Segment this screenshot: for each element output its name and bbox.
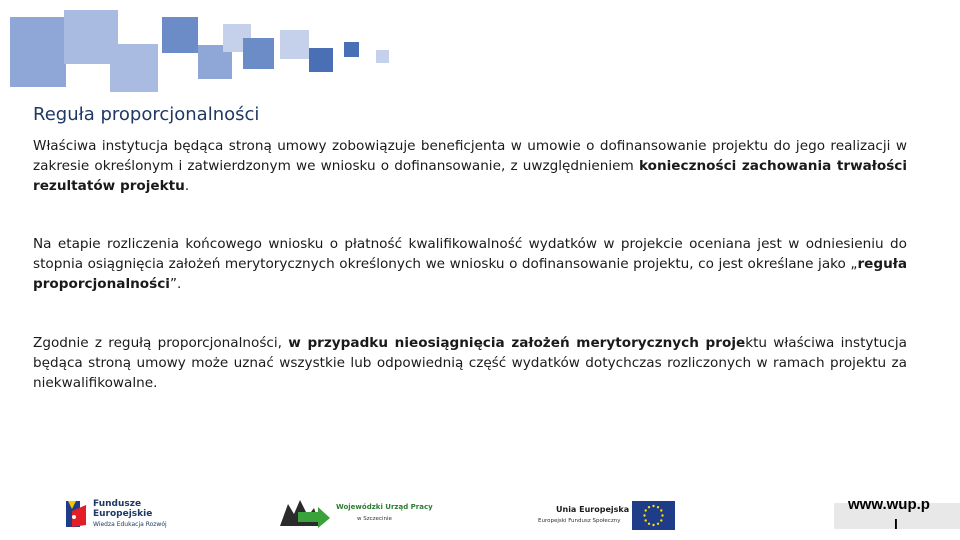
- fe-logo-title: Fundusze Europejskie: [93, 499, 153, 519]
- website-url-tail[interactable]: l: [894, 516, 898, 532]
- paragraph-2-text: Na etapie rozliczenia końcowego wniosku o płatność kwalifikowalność wydatków w projekcie oceniana jest w odniesieniu do stopnia osiągnięcia założeń merytorycznych określonych we wniosku o dofinansowanie projektu, co jest określane jako „: [33, 236, 907, 272]
- paragraph-3: [33, 333, 907, 393]
- paragraph-1-text: Właściwa instytucja będąca stroną umowy zobowiązuje beneficjenta w umowie o dofinansowanie projektu do jego realizacji w zakresie określonym i zatwierdzonym we wniosku o dofinansowanie, z uwzględnieniem: [33, 138, 907, 174]
- paragraph-3-emphasis: w przypadku nieosiągnięcia założeń merytorycznych proje: [288, 335, 746, 351]
- website-url[interactable]: www.wup.p: [848, 496, 930, 513]
- deco-square: [309, 48, 333, 72]
- deco-square: [344, 42, 359, 57]
- deco-square: [162, 17, 198, 53]
- deco-square: [280, 30, 309, 59]
- paragraph-3-end: ktu właściwa instytucja będąca stroną umowy może uznać wszystkie lub odpowiednią część wydatków dotychczas rozliczonych w ramach projektu za niekwalifikowalne.: [33, 335, 907, 391]
- eu-flag-icon: [632, 501, 675, 530]
- wup-logo-icon: [280, 498, 332, 528]
- deco-square: [10, 17, 66, 87]
- paragraph-1-emphasis: konieczności zachowania trwałości rezultatów projektu: [33, 158, 907, 194]
- ue-logo-subtitle: Europejski Fundusz Społeczny: [538, 518, 621, 524]
- wup-logo-title: Wojewódzki Urząd Pracy: [336, 503, 433, 511]
- deco-square: [243, 38, 274, 69]
- paragraph-3-text: Zgodnie z regułą proporcjonalności,: [33, 335, 289, 351]
- fundusze-europejskie-logo-icon: [66, 497, 90, 531]
- wup-logo-subtitle: w Szczecinie: [357, 516, 392, 522]
- page-title: Reguła proporcjonalności: [33, 104, 260, 125]
- deco-square: [376, 50, 389, 63]
- paragraph-1-end: .: [184, 178, 190, 194]
- paragraph-2: [33, 234, 907, 294]
- paragraph-2-end: ”.: [169, 276, 182, 292]
- ue-logo-title: Unia Europejska: [556, 505, 630, 514]
- fe-logo-subtitle: Wiedza Edukacja Rozwój: [93, 521, 167, 528]
- deco-square: [110, 44, 158, 92]
- paragraph-2-emphasis: reguła proporcjonalności: [33, 256, 907, 292]
- paragraph-1: [33, 136, 907, 196]
